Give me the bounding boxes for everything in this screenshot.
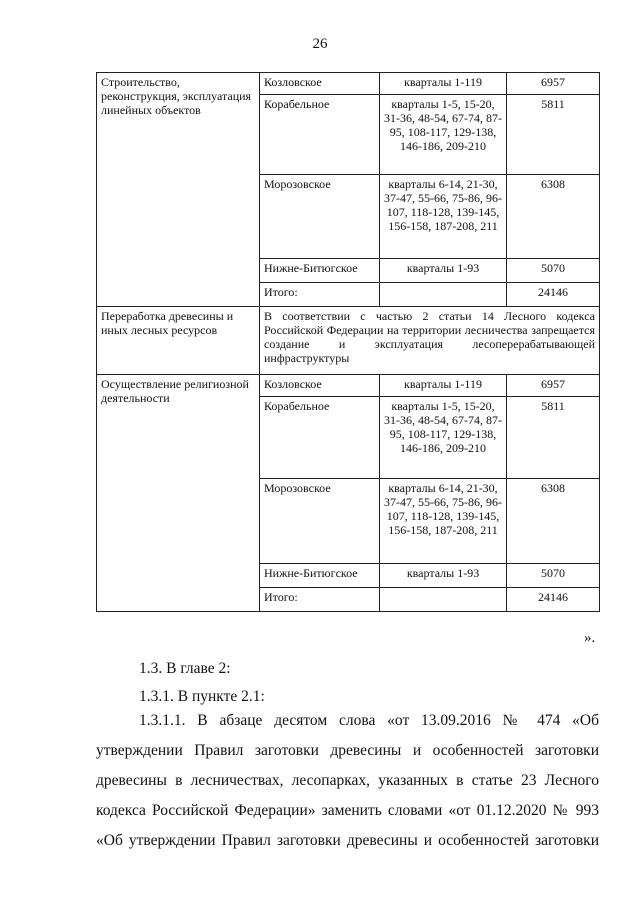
quarters-cell: кварталы 1-119 [380,73,507,95]
body-line: утверждении Правил заготовки древесины и особенностей заготовки [96,742,599,759]
district-cell: Корабельное [260,95,380,175]
district-cell: Морозовское [260,175,380,259]
page-number: 26 [312,36,328,52]
quarters-cell: кварталы 1-119 [380,375,507,397]
area-cell: 5070 [507,259,600,283]
area-cell: 6957 [507,73,600,95]
forest-use-table [96,72,600,612]
quarters-cell: кварталы 1-93 [380,259,507,283]
quarters-cell: кварталы 6-14, 21-30, 37-47, 55-66, 75-86, 96-107, 118-128, 139-145, 156-158, 187-208, 211 [380,175,507,259]
quarters-cell: кварталы 1-5, 15-20, 31-36, 48-54, 67-74, 87-95, 108-117, 129-138, 146-186, 209-210 [380,95,507,175]
quarters-cell [380,588,507,612]
district-cell: Морозовское [260,479,380,564]
district-cell: Корабельное [260,397,380,479]
district-cell: Нижне-Битюгское [260,564,380,588]
table-row [97,375,600,397]
quarters-cell: кварталы 6-14, 21-30, 37-47, 55-66, 75-86, 96-107, 118-128, 139-145, 156-158, 187-208, 211 [380,479,507,564]
district-cell: Нижне-Битюгское [260,259,380,283]
quarters-cell [380,283,507,307]
district-cell: Козловское [260,73,380,95]
table-row [97,307,600,375]
district-cell: Итого: [260,588,380,612]
area-cell: 6957 [507,375,600,397]
body-line: кодекса Российской Федерации» заменить словами «от 01.12.2020 № 993 [96,802,599,819]
area-cell: 5811 [507,95,600,175]
activity-cell: Строительство, реконструкция, эксплуатация линейных объектов [97,73,260,307]
clause-1-3-1: 1.3.1. В пункте 2.1: [139,688,265,705]
clause-1-3: 1.3. В главе 2: [139,660,231,677]
area-cell: 6308 [507,479,600,564]
area-cell: 5811 [507,397,600,479]
district-cell: Итого: [260,283,380,307]
note-cell: В соответствии с частью 2 статьи 14 Лесного кодекса Российской Федерации на территории лесничества запрещается создание и эксплуатация лесоперерабатывающей инфраструктуры [260,307,600,375]
district-cell: Козловское [260,375,380,397]
body-line: 1.3.1.1. В абзаце десятом слова «от 13.09.2016 № 474 «Об [139,712,599,729]
body-line: древесины в лесничествах, лесопарках, указанных в статье 23 Лесного [96,772,599,789]
area-cell: 6308 [507,175,600,259]
quarters-cell: кварталы 1-93 [380,564,507,588]
activity-cell: Переработка древесины и иных лесных ресурсов [97,307,260,375]
table-row [97,73,600,95]
closing-quote: ». [584,630,596,646]
activity-cell: Осуществление религиозной деятельности [97,375,260,612]
total-cell: 24146 [507,283,600,307]
area-cell: 5070 [507,564,600,588]
total-cell: 24146 [507,588,600,612]
body-line: «Об утверждении Правил заготовки древесины и особенностей заготовки [96,832,599,849]
quarters-cell: кварталы 1-5, 15-20, 31-36, 48-54, 67-74, 87-95, 108-117, 129-138, 146-186, 209-210 [380,397,507,479]
